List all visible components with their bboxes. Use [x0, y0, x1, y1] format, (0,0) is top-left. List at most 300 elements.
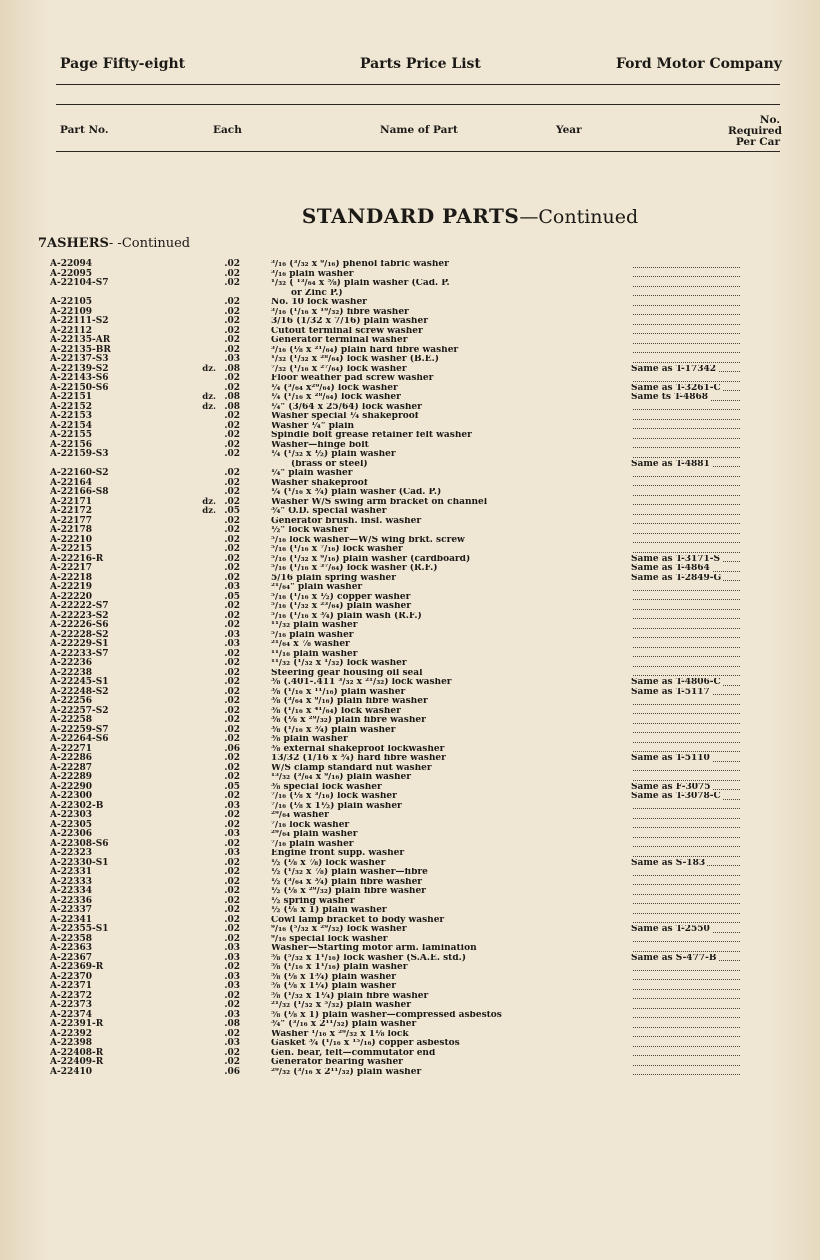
year-note-text: Same as T-4864: [631, 564, 710, 573]
part-name: [271, 545, 615, 555]
year-note-text: [631, 868, 633, 877]
part-name: [271, 840, 615, 850]
year-note: [631, 621, 740, 631]
part-number: A-22334: [50, 886, 93, 896]
year-note-text: [631, 992, 633, 1001]
year-note: [631, 669, 740, 679]
part-name: [271, 270, 615, 280]
table-row: [0, 640, 820, 650]
part-number: A-22159-S3: [50, 449, 109, 459]
price: .02: [224, 819, 240, 830]
table-row: [0, 441, 820, 451]
table-row: [0, 963, 820, 973]
part-name-text: Washer ¹/₁₆ x ²⁹/₃₂ x 1⅛ lock: [271, 1030, 412, 1039]
year-note: [631, 849, 740, 859]
part-name-text: Gen. bear, felt—commutator end: [271, 1049, 438, 1058]
parts-list: [0, 260, 820, 1077]
part-number: A-22336: [50, 895, 93, 906]
part-number: A-22155: [50, 430, 93, 440]
year-note: [631, 925, 740, 935]
part-name: [271, 830, 615, 840]
part-name-text: 13/32 (1/16 x ¾) hard fibre washer: [271, 754, 449, 763]
price: .02: [224, 373, 240, 383]
price: .08: [224, 363, 240, 374]
year-note: [631, 374, 740, 384]
part-name: [271, 773, 615, 783]
part-name-text: ⁷/₁₆ lock washer: [271, 821, 352, 830]
year-note: [631, 564, 740, 574]
part-name-text: Washer—hinge bolt: [271, 441, 372, 450]
part-name: [271, 308, 615, 318]
price: .02: [224, 477, 240, 488]
table-row: [0, 982, 820, 992]
header-rule-top: [56, 84, 780, 85]
price: .02: [224, 325, 240, 336]
year-note-text: [631, 1049, 633, 1058]
price: .02: [224, 715, 240, 725]
part-name: [271, 811, 615, 821]
header-rule-bottom: [56, 151, 780, 152]
price: .02: [224, 297, 240, 307]
part-number: A-22150-S6: [50, 382, 109, 393]
year-note-text: Same as T-17342: [631, 364, 716, 374]
table-row: [0, 317, 820, 327]
year-note: [631, 460, 740, 470]
part-number: A-22264-S6: [50, 734, 109, 744]
part-number: A-22287: [50, 762, 93, 773]
year-note: [631, 279, 740, 289]
price: .02: [224, 886, 240, 896]
part-number: A-22109: [50, 306, 93, 317]
part-name: [271, 935, 615, 945]
part-name-text: ²¹/₃₂ (¹/₃₂ x ⁵/₃₂) plain washer: [271, 1001, 414, 1010]
year-note: [631, 308, 740, 318]
part-number: A-22337: [50, 905, 93, 915]
table-row: [0, 1068, 820, 1078]
price: .02: [224, 525, 240, 535]
part-name-text: ¹¹/₁₆ plain washer: [271, 650, 360, 659]
part-number: A-22152: [50, 401, 93, 412]
part-name: [271, 849, 615, 859]
year-note-text: [631, 726, 633, 735]
table-row: [0, 735, 820, 745]
part-name-text: ½ (⅛ x ²⁹/₃₂) plain fibre washer: [271, 887, 429, 896]
price: .02: [224, 620, 240, 630]
year-note: [631, 365, 740, 375]
price: .06: [224, 743, 240, 754]
year-note: [631, 1049, 740, 1059]
part-name: [271, 1058, 615, 1068]
table-row: [0, 887, 820, 897]
part-number: A-22355-S1: [50, 924, 109, 934]
part-name-text: ½ (³/₆₄ x ¾) plain fibre washer: [271, 878, 425, 887]
year-note: [631, 887, 740, 897]
year-note: [631, 773, 740, 783]
table-row: [0, 868, 820, 878]
table-row: [0, 631, 820, 641]
table-row: [0, 270, 820, 280]
year-note-text: [631, 631, 633, 640]
part-name: [271, 336, 615, 346]
year-note: [631, 298, 740, 308]
unit-label: dz.: [202, 363, 216, 374]
part-number: A-22330-S1: [50, 857, 109, 868]
price: .02: [224, 667, 240, 678]
year-note-text: Same as T-2550: [631, 925, 710, 934]
price: .03: [224, 800, 240, 811]
year-note: [631, 897, 740, 907]
year-note-text: [631, 697, 633, 706]
year-note-text: [631, 412, 633, 421]
part-name: [271, 317, 615, 327]
year-note: [631, 745, 740, 755]
year-note: [631, 479, 740, 489]
year-note-text: [631, 811, 633, 820]
year-note-text: [631, 270, 633, 279]
part-name-text: Washer shakeproof: [271, 479, 371, 488]
part-name-text: or Zinc P.): [291, 289, 346, 298]
price: .02: [224, 791, 240, 801]
price: .03: [224, 1009, 240, 1020]
part-name: [271, 488, 615, 498]
price: .02: [224, 572, 240, 583]
part-name: [271, 583, 615, 593]
part-name: [271, 678, 615, 688]
part-number: A-22302-B: [50, 800, 104, 811]
table-row: [0, 1058, 820, 1068]
table-row: [0, 764, 820, 774]
year-note-text: [631, 897, 633, 906]
part-name-text: ¼" plain washer: [271, 469, 356, 478]
part-name: [271, 659, 615, 669]
price: .03: [224, 629, 240, 640]
year-note-text: [631, 982, 633, 991]
year-note: [631, 792, 740, 802]
part-name-text: ⁵/₁₆ plain washer: [271, 631, 357, 640]
part-name-text: ²¹/₆₄" plain washer: [271, 583, 365, 592]
year-note: [631, 859, 740, 869]
year-note: [631, 944, 740, 954]
year-note: [631, 555, 740, 565]
part-name-text: ¼ (³/₆₄ x²⁹/₆₄) lock washer: [271, 384, 401, 393]
part-name-text: ²¹/₆₄ x ⅞ washer: [271, 640, 353, 649]
part-name: [271, 1039, 615, 1049]
part-number: A-22305: [50, 819, 93, 830]
part-name: [271, 612, 615, 622]
year-note: [631, 431, 740, 441]
year-note-text: [631, 545, 633, 554]
table-row: [0, 393, 820, 403]
part-name-text: ³/₁₆ (⅛ x ²¹/₆₄) plain hard fibre washer: [271, 346, 461, 355]
year-note: [631, 441, 740, 451]
year-note-text: [631, 669, 633, 678]
part-name-text: Cowl lamp bracket to body washer: [271, 916, 447, 925]
part-name-text: ¹/₃₂ (¹/₃₂ x ²⁸/₆₄) lock washer (B.E.): [271, 355, 442, 364]
category-heading-continued: - -Continued: [108, 236, 191, 251]
part-number: A-22408-R: [50, 1047, 104, 1058]
year-note-text: Same as S-183: [631, 858, 706, 868]
part-name-text: No. 10 lock washer: [271, 298, 370, 307]
year-note: [631, 1068, 740, 1078]
part-name: [271, 897, 615, 907]
year-note-text: [631, 906, 633, 915]
table-row: [0, 327, 820, 337]
price: .03: [224, 952, 240, 963]
category-heading: [38, 236, 190, 251]
year-note: [631, 412, 740, 422]
price: .02: [224, 534, 240, 545]
part-name: [271, 412, 615, 422]
table-row: [0, 830, 820, 840]
section-title: [0, 204, 820, 228]
part-number: A-22153: [50, 411, 93, 421]
table-row: [0, 384, 820, 394]
part-name: [271, 821, 615, 831]
year-note: [631, 707, 740, 717]
part-name: [271, 764, 615, 774]
year-note-text: [631, 821, 633, 830]
part-name-text: (brass or steel): [291, 460, 371, 469]
table-row: [0, 479, 820, 489]
part-name-text: ¼" (3/64 x 25/64) lock washer: [271, 403, 425, 412]
year-note-text: [631, 650, 633, 659]
part-name: [271, 916, 615, 926]
table-row: [0, 298, 820, 308]
part-name: [271, 868, 615, 878]
table-row: [0, 289, 820, 299]
year-note: [631, 1030, 740, 1040]
column-header-required-line1: No.: [759, 114, 780, 126]
table-row: [0, 1049, 820, 1059]
part-name-text: ¾" (³/₁₆ x 2¹¹/₃₂) plain washer: [271, 1020, 419, 1029]
part-name: [271, 479, 615, 489]
part-number: A-22256: [50, 696, 93, 706]
part-name-text: ³/₁₆ (³/₃₂ x ⁹/₁₆) phenol fabric washer: [271, 260, 452, 269]
year-note-text: [631, 507, 633, 516]
price: .02: [224, 420, 240, 431]
part-name-text: ¼ (¹/₃₂ x ½) plain washer: [271, 450, 399, 459]
part-name: [271, 450, 615, 460]
year-note: [631, 992, 740, 1002]
price: .02: [224, 449, 240, 459]
part-name: [271, 564, 615, 574]
year-note: [631, 602, 740, 612]
part-name-text: ⁵/₁₆ lock washer—W/S wing brkt. screw: [271, 536, 468, 545]
price: .03: [224, 582, 240, 592]
table-row: [0, 859, 820, 869]
year-note-text: [631, 279, 633, 288]
year-note-text: [631, 973, 633, 982]
year-note: [631, 403, 740, 413]
year-note-text: [631, 659, 633, 668]
part-name: [271, 1049, 615, 1059]
part-name: [271, 621, 615, 631]
category-heading-main: 7ASHERS: [38, 236, 109, 251]
table-row: [0, 878, 820, 888]
price: .02: [224, 772, 240, 782]
year-note: [631, 764, 740, 774]
table-row: [0, 716, 820, 726]
year-note-text: [631, 526, 633, 535]
table-row: [0, 707, 820, 717]
table-row: [0, 688, 820, 698]
year-note-text: [631, 1020, 633, 1029]
part-number: A-22391-R: [50, 1019, 104, 1029]
part-name: [271, 745, 615, 755]
part-name-text: W/S clamp standard nut washer: [271, 764, 435, 773]
part-number: A-22178: [50, 525, 93, 535]
price: .02: [224, 553, 240, 564]
column-header-part-no: Part No.: [60, 124, 109, 136]
table-row: [0, 346, 820, 356]
part-number: A-22177: [50, 515, 93, 526]
price: .02: [224, 905, 240, 915]
part-name-text: ½" lock washer: [271, 526, 351, 535]
part-number: A-22289: [50, 772, 93, 782]
price: .02: [224, 686, 240, 697]
table-row: [0, 1011, 820, 1021]
part-name-text: ⅜ (.401-.411 ³/₃₂ x ²¹/₃₂) lock washer: [271, 678, 455, 687]
price: .02: [224, 876, 240, 887]
part-number: A-22306: [50, 829, 93, 839]
price: .02: [224, 705, 240, 716]
year-note: [631, 327, 740, 337]
part-number: A-22370: [50, 971, 93, 982]
year-note-text: [631, 1001, 633, 1010]
part-name-text: ½ (⅛ x ⅞) lock washer: [271, 859, 388, 868]
part-name: [271, 298, 615, 308]
part-name: [271, 726, 615, 736]
part-name: [271, 707, 615, 717]
table-row: [0, 545, 820, 555]
table-row: [0, 1020, 820, 1030]
price: .03: [224, 354, 240, 364]
year-note-text: [631, 602, 633, 611]
part-name: [271, 1068, 615, 1078]
table-row: [0, 973, 820, 983]
price: .02: [224, 933, 240, 944]
year-note: [631, 973, 740, 983]
table-row: [0, 783, 820, 793]
section-title-continued: —Continued: [519, 206, 639, 228]
year-note-text: [631, 403, 633, 412]
year-note-text: [631, 944, 633, 953]
page-number: Page Fifty-eight: [60, 56, 186, 72]
year-note-text: [631, 764, 633, 773]
part-number: A-22258: [50, 715, 93, 725]
part-name: [271, 802, 615, 812]
part-name-text: ⅜ special lock washer: [271, 783, 385, 792]
year-note-text: [631, 431, 633, 440]
year-note-text: [631, 887, 633, 896]
part-name-text: ²⁹/₆₄ plain washer: [271, 830, 360, 839]
part-number: A-22331: [50, 867, 93, 877]
part-number: A-22323: [50, 848, 93, 858]
year-note-text: [631, 1068, 633, 1077]
year-note-text: [631, 707, 633, 716]
part-number: A-22369-R: [50, 962, 104, 972]
part-name-text: ⅝ (⅛ x 1¼) plain washer: [271, 982, 399, 991]
part-number: A-22303: [50, 810, 93, 820]
table-row: [0, 906, 820, 916]
part-name-text: Generator bearing washer: [271, 1058, 406, 1067]
price: .02: [224, 316, 240, 326]
part-name: [271, 716, 615, 726]
part-name-text: ⅜ external shakeproof lockwasher: [271, 745, 447, 754]
part-name: [271, 526, 615, 536]
part-name: [271, 650, 615, 660]
part-number: A-22226-S6: [50, 620, 109, 630]
year-note-text: [631, 1039, 633, 1048]
part-number: A-22166-S8: [50, 487, 109, 497]
table-row: [0, 431, 820, 441]
table-row: [0, 669, 820, 679]
part-name-text: Steering gear housing oil seal: [271, 669, 426, 678]
part-name: [271, 973, 615, 983]
part-name: [271, 783, 615, 793]
part-number: A-22233-S7: [50, 648, 109, 659]
part-number: A-22257-S2: [50, 705, 109, 716]
part-name: [271, 422, 615, 432]
part-number: A-22300: [50, 791, 93, 801]
year-note: [631, 384, 740, 394]
year-note: [631, 574, 740, 584]
part-name-text: ⅝ (⅛ x 1) plain washer—compressed asbestos: [271, 1011, 505, 1020]
price: .03: [224, 848, 240, 858]
part-number: A-22398: [50, 1038, 93, 1048]
part-number: A-22154: [50, 420, 93, 431]
part-name-text: Engine front supp. washer: [271, 849, 407, 858]
part-number: A-22095: [50, 268, 93, 279]
part-number: A-22333: [50, 876, 93, 887]
part-name-text: ⁷/₁₆ (⅛ x ³/₁₆) lock washer: [271, 792, 400, 801]
table-row: [0, 1030, 820, 1040]
part-number: A-22156: [50, 439, 93, 450]
part-number: A-22223-S2: [50, 610, 109, 621]
part-number: A-22341: [50, 914, 93, 925]
price: .03: [224, 981, 240, 991]
table-row: [0, 811, 820, 821]
part-number: A-22216-R: [50, 553, 104, 564]
part-name-text: 5/16 plain spring washer: [271, 574, 399, 583]
year-note-text: [631, 773, 633, 782]
part-name: [271, 517, 615, 527]
price: .02: [224, 306, 240, 317]
part-number: A-22363: [50, 943, 93, 953]
year-note: [631, 868, 740, 878]
year-note-text: Same as T-3261-C: [631, 383, 721, 393]
table-row: [0, 935, 820, 945]
part-name: [271, 754, 615, 764]
year-note-text: Same as T-5117: [631, 687, 710, 697]
year-note-text: [631, 450, 633, 459]
year-note: [631, 545, 740, 555]
part-name: [271, 593, 615, 603]
part-name-text: ⁹/₁₆ (⁵/₃₂ x ²⁹/₃₂) lock washer: [271, 925, 410, 934]
column-header-required: [728, 115, 780, 148]
year-note-text: [631, 593, 633, 602]
year-note-text: [631, 935, 633, 944]
price: .02: [224, 762, 240, 773]
part-name: [271, 403, 615, 413]
year-note-text: Same as T-2849-G: [631, 573, 722, 583]
price: .02: [224, 677, 240, 687]
part-name: [271, 792, 615, 802]
price: .02: [224, 734, 240, 744]
part-name: [271, 982, 615, 992]
table-row: [0, 1039, 820, 1049]
year-note-text: [631, 536, 633, 545]
